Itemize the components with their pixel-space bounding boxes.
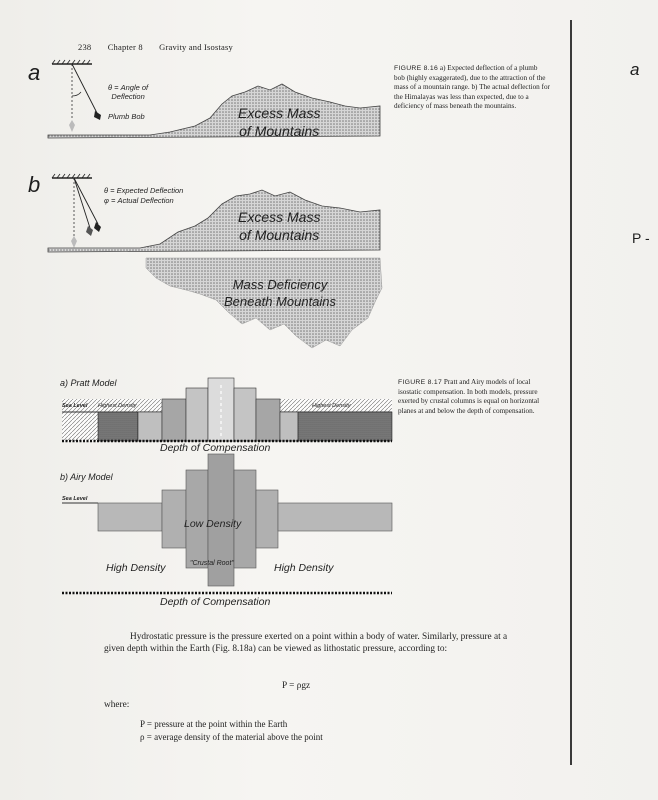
depth-of-compensation-b: Depth of Compensation [160,596,271,608]
excess-mass-label-b [238,208,320,244]
expected-deflection-label: θ = Expected Deflection [104,186,184,195]
fig16-caption [394,64,550,112]
excess-mass-label-a [238,104,320,140]
sea-level-label-a: Sea Level [62,403,88,409]
definitions-list [140,718,323,743]
right-page-letter-p: P - [632,230,650,246]
fig17-caption-text: Pratt and Airy models of local isostatic compensation. In both models, pressure exerted by crustal columns is equal on horizontal planes at and below the depth of compensation. [398,378,540,415]
actual-deflection-label: φ = Actual Deflection [104,196,174,205]
angle-of-deflection-label [108,83,148,101]
low-density-label: Low Density [184,518,242,530]
excess-line-2-a: of Mountains [239,123,320,139]
fig16-caption-label: FIGURE 8.16 [394,65,439,72]
angle-line-2: Deflection [111,92,145,101]
fig17-caption [398,378,548,416]
highest-density-left-label: Highest Density [98,403,137,409]
definition-rho: ρ = average density of the material above the point [140,731,323,742]
excess-line-1-a: Excess Mass [238,105,321,121]
fig16-caption-text: a) Expected deflection of a plumb bob (highly exaggerated), due to the attraction of the mass of a mountain range. b) The actual deflection for the Himalayas was less than expected, due to a deficiency of mass beneath the mountains. [394,64,550,111]
sea-level-label-b: Sea Level [62,496,88,502]
fig16-panel-b-letter: b [28,172,41,197]
chapter-title: Gravity and Isostasy [159,42,233,52]
fig16-panel-a-letter: a [28,60,41,85]
depth-of-compensation-a: Depth of Compensation [160,442,271,454]
deficiency-line-1: Mass Deficiency [232,277,328,292]
crustal-root-label: "Crustal Root" [190,560,234,567]
plumb-bob-label: Plumb Bob [108,112,145,121]
chapter-label: Chapter 8 [107,42,143,52]
excess-line-1-b: Excess Mass [238,209,321,225]
page-number: 238 [78,42,92,52]
highest-density-right-label: Highest Density [312,403,351,409]
airy-model-title: b) Airy Model [60,472,113,482]
page-gutter-divider [570,20,572,765]
mass-deficiency-label [224,276,336,310]
excess-line-2-b: of Mountains [239,227,320,243]
body-paragraph: Hydrostatic pressure is the pressure exerted on a point within a body of water. Similarly, pressure at a given depth within the Earth (Fig. 8.18a) can be viewed as lithostatic pressure, according to: [104,632,508,655]
high-density-left-label: High Density [106,562,166,574]
high-density-right-label: High Density [274,562,334,574]
angle-line-1: θ = Angle of [108,83,149,92]
pressure-formula: P = ρgz [282,681,311,691]
fig16a-graphic [48,60,380,138]
where-label: where: [104,700,130,710]
definition-p: P = pressure at the point within the Earth [140,719,288,729]
pratt-model-title: a) Pratt Model [60,378,117,388]
deflection-legend [104,186,183,206]
fig17-caption-label: FIGURE 8.17 [398,379,443,386]
deficiency-line-2: Beneath Mountains [224,294,337,309]
fig16b-graphic [48,174,382,348]
right-page-letter-a: a [630,60,640,79]
